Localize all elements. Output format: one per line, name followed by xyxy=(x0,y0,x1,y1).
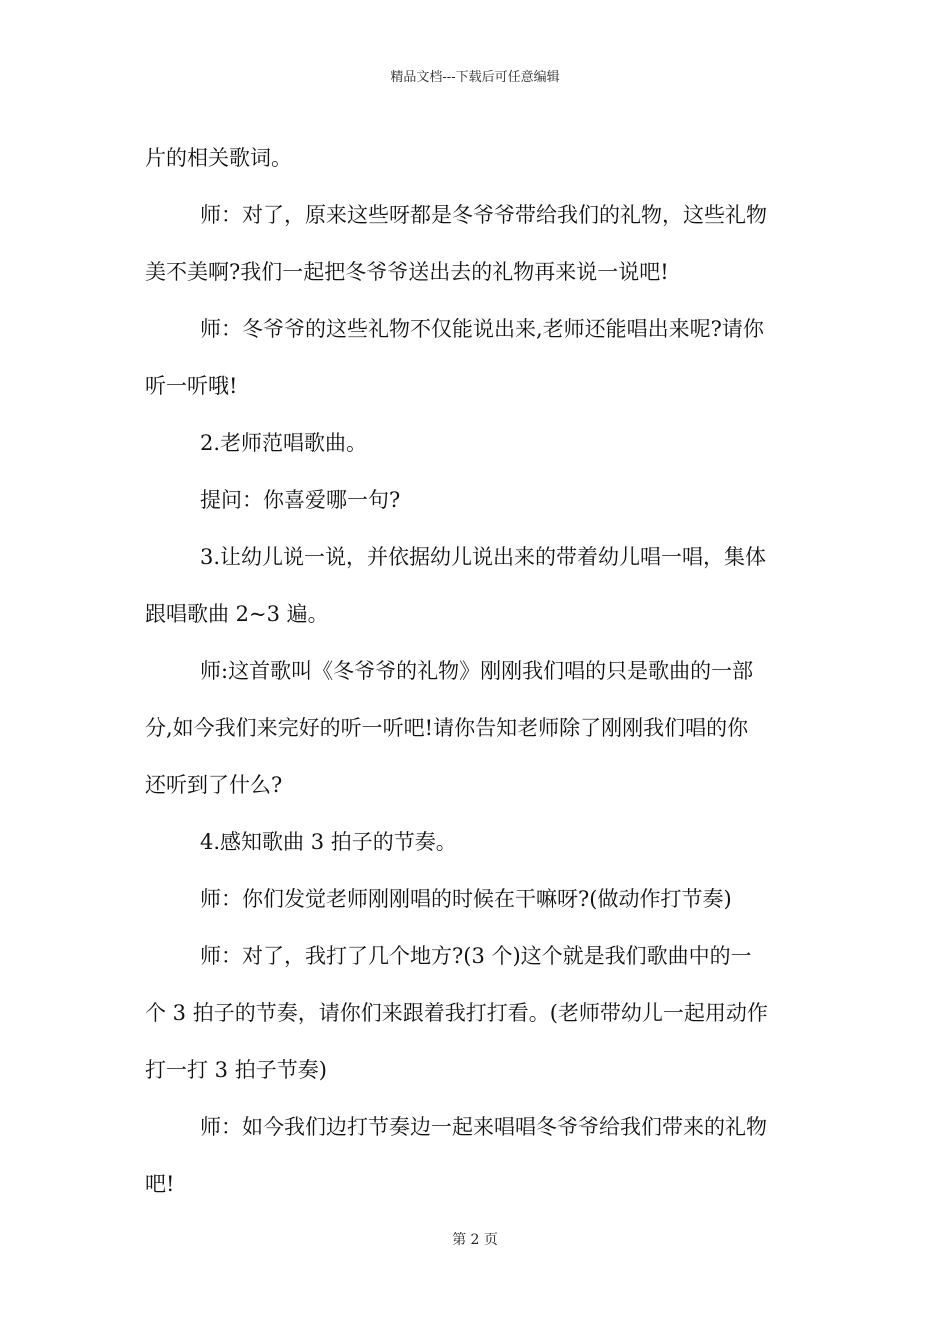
document-body xyxy=(145,130,810,1213)
paragraph-line: 2.老师范唱歌曲。 xyxy=(200,431,368,455)
paragraph-line: 师：如今我们边打节奏边一起来唱唱冬爷爷给我们带来的礼物 xyxy=(200,1115,767,1139)
paragraph-line: 师:这首歌叫《冬爷爷的礼物》刚刚我们唱的只是歌曲的一部 xyxy=(200,659,754,683)
paragraph-line: 美不美啊?我们一起把冬爷爷送出去的礼物再来说一说吧! xyxy=(145,260,669,284)
paragraph-line: 跟唱歌曲 2~3 遍。 xyxy=(145,602,329,626)
paragraph-line: 个 3 拍子的节奏，请你们来跟着我打打看。(老师带幼儿一起用动作 xyxy=(145,1001,768,1025)
paragraph-line: 师：冬爷爷的这些礼物不仅能说出来,老师还能唱出来呢?请你 xyxy=(200,317,764,341)
paragraph-line: 4.感知歌曲 3 拍子的节奏。 xyxy=(200,830,457,854)
page-header: 精品文档---下载后可任意编辑 xyxy=(390,70,560,85)
paragraph-line: 分,如今我们来完好的听一听吧!请你告知老师除了刚刚我们唱的你 xyxy=(145,716,749,740)
paragraph-line: 打一打 3 拍子节奏) xyxy=(145,1058,327,1082)
page-number: 第 2 页 xyxy=(452,1232,498,1248)
paragraph-line: 提问：你喜爱哪一句? xyxy=(200,488,401,512)
paragraph-line: 听一听哦! xyxy=(145,374,238,398)
paragraph-line: 师：你们发觉老师刚刚唱的时候在干嘛呀?(做动作打节奏) xyxy=(200,887,732,911)
paragraph-line: 师：对了，我打了几个地方?(3 个)这个就是我们歌曲中的一 xyxy=(200,944,752,968)
paragraph-line: 片的相关歌词。 xyxy=(145,146,292,170)
paragraph-line: 3.让幼儿说一说，并依据幼儿说出来的带着幼儿唱一唱，集体 xyxy=(200,545,767,569)
paragraph-line: 师：对了，原来这些呀都是冬爷爷带给我们的礼物，这些礼物 xyxy=(200,203,767,227)
paragraph-line: 吧! xyxy=(145,1172,175,1196)
paragraph-line: 还听到了什么? xyxy=(145,773,283,797)
